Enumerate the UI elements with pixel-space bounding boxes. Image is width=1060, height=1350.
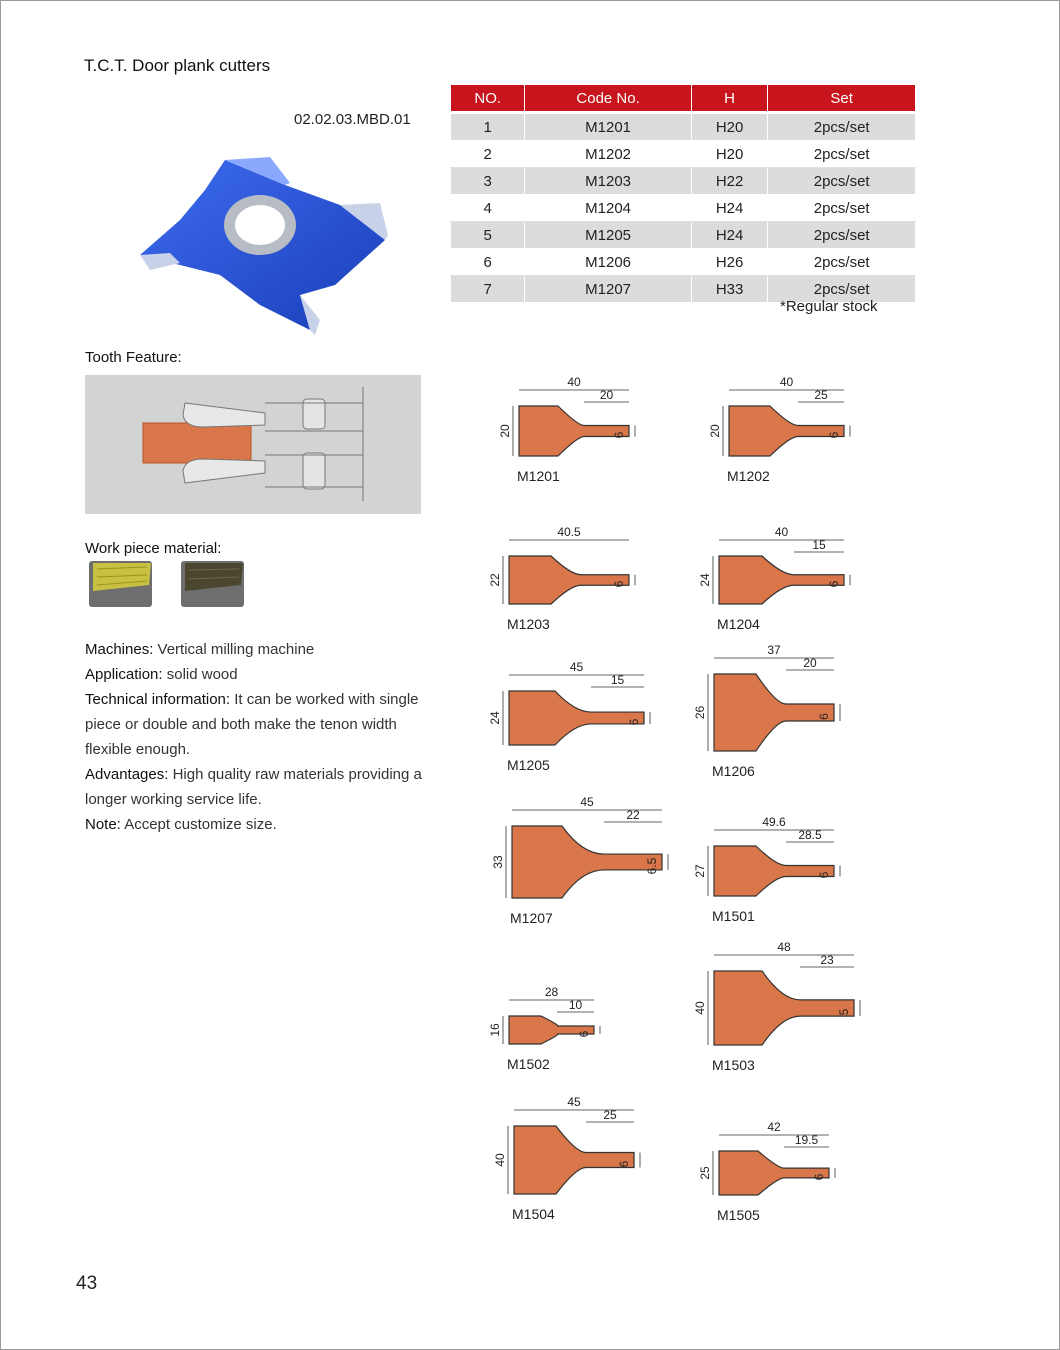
wood-profile xyxy=(509,556,629,604)
cell-h: H20 xyxy=(691,141,768,168)
wood-profile xyxy=(512,826,662,898)
cell-set: 2pcs/set xyxy=(768,168,916,195)
dimension-height: 24 xyxy=(698,573,712,587)
dimension-thickness: 6 xyxy=(617,1160,631,1168)
page-number: 43 xyxy=(76,1273,98,1294)
dimension-tenon: 20 xyxy=(599,388,614,402)
dimension-length: 49.6 xyxy=(762,815,786,829)
cell-set: 2pcs/set xyxy=(768,222,916,249)
dimension-tenon: 19.5 xyxy=(794,1133,819,1147)
dimension-tenon: 10 xyxy=(568,998,583,1012)
info-block xyxy=(85,637,445,837)
profile-m1207 xyxy=(491,795,678,928)
cell-no: 6 xyxy=(451,249,525,276)
cutter-image xyxy=(110,145,410,345)
dimension-thickness: 6 xyxy=(612,431,626,439)
cell-h: H33 xyxy=(691,276,768,303)
cell-h: H24 xyxy=(691,195,768,222)
cell-set: 2pcs/set xyxy=(768,195,916,222)
dimension-height: 40 xyxy=(693,1001,707,1015)
dimension-length: 40 xyxy=(774,525,789,539)
profile-shape-svg xyxy=(488,525,645,616)
spec-table xyxy=(450,85,916,303)
cell-no: 7 xyxy=(451,276,525,303)
page-title: T.C.T. Door plank cutters xyxy=(84,56,271,75)
info-technical: Technical information: It can be worked with single piece or double and both make the tenon width flexible enough. xyxy=(85,691,419,758)
profile-m1206 xyxy=(693,643,850,781)
profile-m1201 xyxy=(498,375,645,486)
dimension-tenon: 20 xyxy=(803,656,817,670)
table-row xyxy=(451,114,916,141)
dimension-height: 22 xyxy=(488,573,502,587)
cell-set: 2pcs/set xyxy=(768,249,916,276)
cell-no: 2 xyxy=(451,141,525,168)
wood-profile xyxy=(714,674,834,751)
dimension-thickness: 6 xyxy=(817,713,831,720)
product-code: 02.02.03.MBD.01 xyxy=(294,111,411,128)
wood-profile xyxy=(729,406,844,456)
profile-shape-svg xyxy=(693,940,870,1057)
cell-set: 2pcs/set xyxy=(768,141,916,168)
cell-code: M1203 xyxy=(525,168,691,195)
dimension-height: 20 xyxy=(708,424,722,438)
dimension-length: 40.5 xyxy=(557,525,581,539)
dimension-height: 33 xyxy=(491,855,505,869)
dimension-tenon: 28.5 xyxy=(798,828,822,842)
dimension-tenon: 23 xyxy=(820,953,834,967)
wood-profile xyxy=(509,1016,594,1044)
cell-no: 3 xyxy=(451,168,525,195)
profile-name: M1204 xyxy=(717,616,760,632)
dimension-length: 28 xyxy=(544,985,559,999)
wood-profile xyxy=(719,1151,829,1195)
table-row xyxy=(451,168,916,195)
profile-shape-svg xyxy=(698,525,860,616)
profile-m1205 xyxy=(488,660,660,775)
cell-code: M1201 xyxy=(525,114,691,141)
dimension-tenon: 15 xyxy=(610,673,625,687)
cell-code: M1204 xyxy=(525,195,691,222)
dimension-thickness: 6 xyxy=(827,431,841,439)
dimension-thickness: 6 xyxy=(627,718,641,726)
profile-name: M1201 xyxy=(517,468,560,484)
dimension-length: 48 xyxy=(777,940,791,954)
info-advantages: Advantages: High quality raw materials providing a longer working service life. xyxy=(85,766,422,808)
dimension-length: 42 xyxy=(767,1120,781,1134)
profile-shape-svg xyxy=(498,375,645,468)
table-row xyxy=(451,249,916,276)
tooth-feature-label: Tooth Feature: xyxy=(85,349,182,366)
profile-m1505 xyxy=(698,1120,845,1225)
profile-name: M1504 xyxy=(512,1206,555,1222)
profile-name: M1505 xyxy=(717,1207,760,1223)
dimension-thickness: 6 xyxy=(817,871,831,879)
cell-h: H26 xyxy=(691,249,768,276)
header-code: Code No. xyxy=(525,85,691,111)
dimension-tenon: 25 xyxy=(603,1108,617,1122)
info-note: Note: Accept customize size. xyxy=(85,816,277,833)
profile-shape-svg xyxy=(693,643,850,763)
dimension-height: 26 xyxy=(693,705,707,720)
cell-set: 2pcs/set xyxy=(768,276,916,303)
table-row xyxy=(451,141,916,168)
cell-code: M1207 xyxy=(525,276,691,303)
cell-code: M1205 xyxy=(525,222,691,249)
profile-shape-svg xyxy=(693,815,850,908)
dimension-tenon: 15 xyxy=(812,538,826,552)
table-row xyxy=(451,195,916,222)
dimension-thickness: 6 xyxy=(812,1173,826,1181)
profile-name: M1501 xyxy=(712,908,755,924)
profile-shape-svg xyxy=(493,1095,650,1206)
wood-profile xyxy=(714,971,854,1045)
wood-profile xyxy=(519,406,629,456)
tooth-feature-svg xyxy=(85,375,421,514)
wood-profile xyxy=(514,1126,634,1194)
dimension-tenon: 22 xyxy=(626,808,640,822)
dimension-height: 25 xyxy=(698,1166,712,1180)
dimension-length: 45 xyxy=(569,660,584,674)
cell-no: 5 xyxy=(451,222,525,249)
profile-m1504 xyxy=(493,1095,650,1224)
dimension-height: 20 xyxy=(498,424,512,438)
profile-shape-svg xyxy=(708,375,860,468)
cell-set: 2pcs/set xyxy=(768,114,916,141)
profile-name: M1207 xyxy=(510,910,553,926)
profile-shape-svg xyxy=(488,985,610,1056)
table-header-row xyxy=(451,85,916,111)
cell-h: H24 xyxy=(691,222,768,249)
profile-name: M1502 xyxy=(507,1056,550,1072)
dimension-length: 45 xyxy=(567,1095,581,1109)
cell-code: M1206 xyxy=(525,249,691,276)
profile-m1202 xyxy=(708,375,860,486)
profile-shape-svg xyxy=(491,795,678,910)
profile-name: M1202 xyxy=(727,468,770,484)
regular-stock-note: *Regular stock xyxy=(780,298,878,315)
tooth-feature-diagram xyxy=(85,375,421,514)
header-h: H xyxy=(691,85,768,111)
cell-h: H22 xyxy=(691,168,768,195)
profile-shape-svg xyxy=(698,1120,845,1207)
dimension-thickness: 5 xyxy=(837,1008,851,1016)
info-application: Application: solid wood xyxy=(85,666,238,683)
work-piece-swatch-dark xyxy=(181,561,244,607)
profile-shape-svg xyxy=(488,660,660,757)
table-row xyxy=(451,222,916,249)
wood-profile xyxy=(719,556,844,604)
dimension-thickness: 6.5 xyxy=(645,857,659,875)
cell-code: M1202 xyxy=(525,141,691,168)
dimension-height: 24 xyxy=(488,711,502,725)
wood-profile xyxy=(714,846,834,896)
work-piece-swatch-light xyxy=(89,561,152,607)
header-no: NO. xyxy=(451,85,525,111)
dimension-tenon: 25 xyxy=(814,388,828,402)
profile-m1503 xyxy=(693,940,870,1075)
profile-m1204 xyxy=(698,525,860,634)
profile-name: M1206 xyxy=(712,763,755,779)
cell-no: 4 xyxy=(451,195,525,222)
wood-profile xyxy=(509,691,644,745)
cell-h: H20 xyxy=(691,114,768,141)
profile-name: M1503 xyxy=(712,1057,755,1073)
dimension-length: 37 xyxy=(767,643,781,657)
dimension-height: 40 xyxy=(493,1153,507,1167)
dimension-height: 16 xyxy=(488,1023,502,1037)
profile-m1501 xyxy=(693,815,850,926)
dimension-length: 45 xyxy=(580,795,594,809)
dimension-height: 27 xyxy=(693,864,707,878)
work-piece-label: Work piece material: xyxy=(85,540,222,557)
dimension-thickness: 6 xyxy=(827,580,841,588)
profile-m1502 xyxy=(488,985,610,1074)
profile-m1203 xyxy=(488,525,645,634)
cell-no: 1 xyxy=(451,114,525,141)
dimension-length: 40 xyxy=(567,375,581,389)
profile-name: M1203 xyxy=(507,616,550,632)
info-machines: Machines: Vertical milling machine xyxy=(85,641,315,658)
profile-name: M1205 xyxy=(507,757,550,773)
dimension-thickness: 6 xyxy=(577,1030,591,1038)
dimension-length: 40 xyxy=(779,375,794,389)
header-set: Set xyxy=(768,85,916,111)
dimension-thickness: 6 xyxy=(612,580,626,588)
